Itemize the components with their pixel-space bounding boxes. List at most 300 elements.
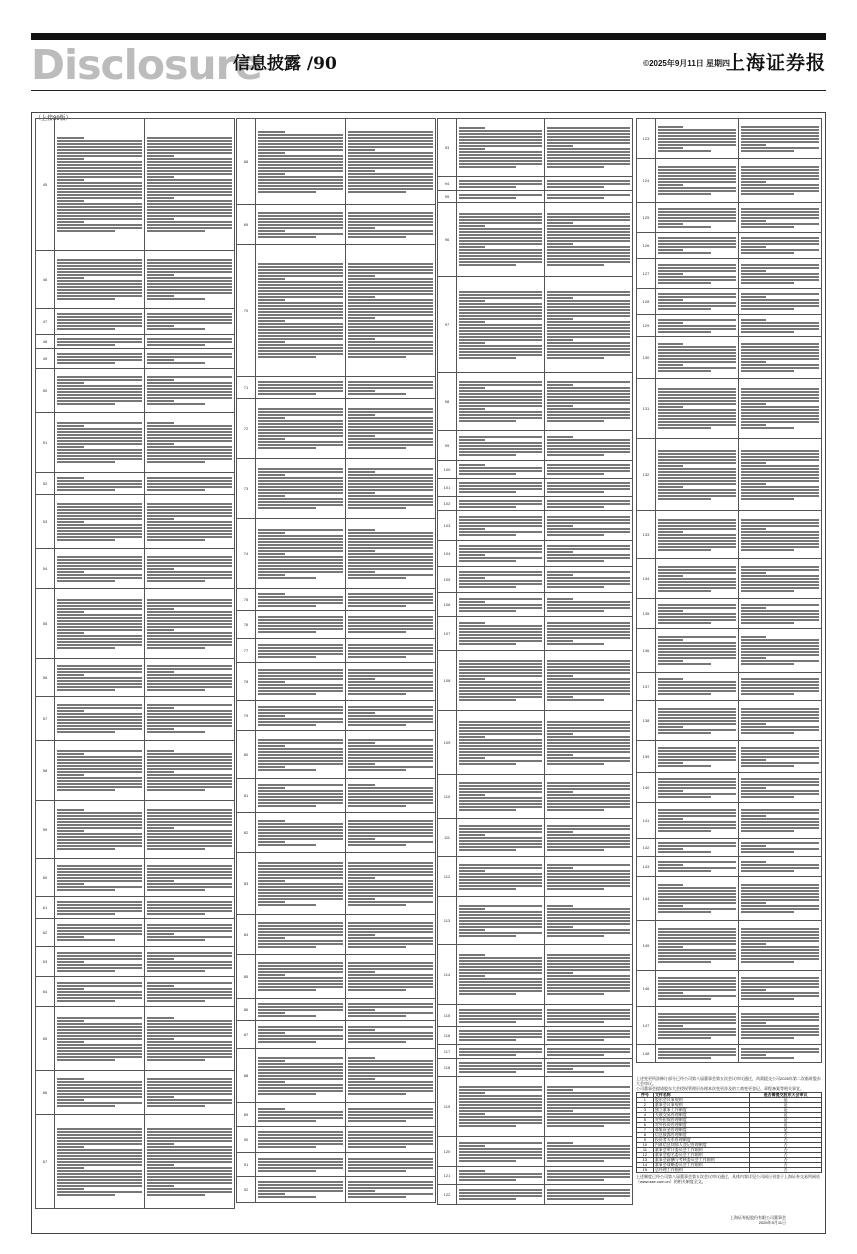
revised-clause-cell (545, 479, 633, 497)
text-line (658, 861, 736, 863)
text-line (348, 134, 433, 136)
text-line (658, 129, 736, 131)
row-number: 90 (237, 1127, 256, 1153)
table-row (36, 897, 235, 919)
text-line (348, 179, 433, 181)
row-number: 67 (36, 1115, 55, 1209)
row-number: 64 (36, 977, 55, 1007)
table-cell: 是 (750, 1118, 822, 1123)
text-line (741, 540, 819, 542)
text-line (147, 827, 174, 829)
text-line (658, 636, 736, 638)
text-line (348, 191, 406, 193)
text-line (459, 908, 485, 910)
text-line (547, 604, 630, 606)
text-line (547, 745, 630, 747)
text-line (258, 417, 285, 419)
text-line (348, 757, 433, 759)
table-row (438, 373, 633, 431)
text-line (348, 562, 433, 564)
text-line (658, 980, 736, 982)
text-line (459, 660, 542, 662)
text-line (658, 1028, 736, 1030)
original-clause-cell (457, 511, 545, 541)
text-line (147, 933, 174, 935)
text-line (147, 376, 232, 378)
text-line (348, 278, 433, 280)
text-line (459, 180, 542, 182)
text-line (459, 935, 516, 937)
row-number: 52 (36, 473, 55, 495)
text-line (147, 1140, 232, 1142)
text-line (57, 910, 142, 912)
text-line (459, 309, 542, 311)
original-clause-cell (457, 617, 545, 651)
text-line (459, 136, 542, 138)
text-line (741, 273, 819, 275)
text-line (258, 1035, 343, 1037)
original-clause-cell (457, 1185, 545, 1205)
text-line (348, 672, 433, 674)
text-line (147, 1194, 205, 1196)
text-line (57, 341, 142, 343)
text-line (57, 149, 142, 151)
text-line (547, 560, 604, 562)
text-line (658, 648, 736, 650)
text-line (258, 161, 343, 163)
text-line (658, 911, 711, 913)
text-line (348, 347, 433, 349)
text-line (57, 924, 142, 926)
text-line (547, 454, 604, 456)
text-line (459, 923, 542, 925)
text-line (658, 723, 736, 725)
text-line (348, 155, 433, 157)
text-line (258, 483, 343, 485)
text-line (147, 1164, 174, 1166)
text-line (147, 277, 232, 279)
text-line (258, 1057, 343, 1059)
text-line (258, 390, 343, 392)
text-line (741, 421, 819, 423)
text-line (658, 765, 711, 767)
text-line (658, 166, 736, 168)
text-line (348, 745, 433, 747)
text-line (547, 255, 630, 257)
original-clause-cell (457, 1137, 545, 1167)
text-line (547, 583, 630, 585)
text-line (547, 843, 630, 845)
text-line (348, 965, 433, 967)
text-line (57, 1102, 142, 1104)
text-line (57, 608, 142, 610)
text-line (258, 721, 343, 723)
text-line (459, 843, 542, 845)
text-line (459, 663, 542, 665)
text-line (258, 986, 343, 988)
text-line (258, 706, 343, 708)
text-line (741, 572, 766, 574)
text-line (57, 452, 142, 454)
text-line (658, 812, 736, 814)
text-line (57, 1170, 142, 1172)
text-line (348, 477, 433, 479)
text-line (741, 867, 819, 869)
text-line (658, 796, 711, 798)
text-line (348, 158, 433, 160)
text-line (348, 983, 433, 985)
text-line (57, 325, 142, 327)
text-line (147, 1158, 232, 1160)
text-line (258, 596, 343, 598)
text-line (258, 922, 343, 924)
text-line (258, 877, 343, 879)
text-line (459, 622, 485, 624)
text-line (658, 293, 736, 295)
text-line (459, 454, 516, 456)
original-clause-cell (55, 1007, 145, 1071)
row-number: 102 (438, 497, 457, 511)
text-line (741, 690, 819, 692)
text-line (547, 1113, 630, 1115)
revised-clause-cell (739, 337, 822, 379)
text-line (57, 1137, 142, 1139)
text-line (459, 690, 542, 692)
text-line (348, 233, 433, 235)
text-line (258, 1075, 343, 1077)
text-line (459, 721, 542, 723)
text-line (459, 321, 485, 323)
text-line (57, 614, 142, 616)
text-line (147, 388, 232, 390)
text-line (547, 763, 604, 765)
text-line (147, 533, 232, 535)
text-line (57, 1167, 84, 1169)
text-line (459, 436, 542, 438)
text-line (459, 387, 485, 389)
original-clause-cell (256, 459, 346, 519)
row-number: 126 (637, 233, 656, 259)
text-line (741, 781, 819, 783)
text-line (459, 975, 485, 977)
text-line (741, 144, 766, 146)
text-line (57, 1176, 142, 1178)
text-line (348, 974, 433, 976)
table-row (438, 479, 633, 497)
text-line (741, 784, 819, 786)
text-line (658, 762, 683, 764)
text-line (658, 899, 736, 901)
text-line (547, 911, 630, 913)
comparison-table (437, 118, 633, 1205)
table-row (637, 1007, 822, 1045)
table-cell: 对外担保管理制度 (653, 1118, 749, 1123)
text-line (459, 249, 542, 251)
text-line (348, 314, 433, 316)
revised-clause-cell (739, 921, 822, 971)
text-line (348, 574, 433, 576)
revised-clause-cell (145, 859, 235, 897)
text-line (147, 927, 232, 929)
text-line (147, 936, 232, 938)
row-number: 145 (637, 921, 656, 971)
text-line (459, 488, 542, 490)
text-line (258, 1120, 316, 1122)
text-line (147, 509, 232, 511)
text-line (741, 584, 819, 586)
row-number: 106 (438, 593, 457, 617)
text-line (147, 1078, 232, 1080)
text-line (348, 877, 375, 879)
table-row (237, 955, 436, 999)
table-row (36, 251, 235, 309)
text-line (658, 223, 683, 225)
text-line (147, 289, 232, 291)
text-line (459, 754, 542, 756)
revised-clause-cell (145, 947, 235, 977)
text-line (658, 302, 736, 304)
text-line (57, 1173, 142, 1175)
text-line (547, 294, 630, 296)
text-line (658, 208, 736, 210)
text-line (459, 1054, 516, 1056)
table-cell: 董事会提名委员会工作细则 (653, 1153, 749, 1158)
text-line (147, 328, 205, 330)
text-line (57, 1078, 84, 1080)
text-line (459, 782, 542, 784)
original-clause-cell (55, 349, 145, 369)
text-line (741, 687, 819, 689)
text-line (258, 690, 343, 692)
text-line (147, 719, 232, 721)
text-line (258, 748, 343, 750)
text-line (459, 330, 542, 332)
text-line (547, 1092, 630, 1094)
text-line (658, 486, 683, 488)
text-line (258, 1072, 343, 1074)
text-line (348, 718, 433, 720)
text-line (258, 532, 285, 534)
text-line (147, 824, 232, 826)
text-line (348, 784, 375, 786)
text-line (147, 880, 174, 882)
text-line (547, 157, 630, 159)
text-line (57, 889, 115, 891)
text-line (258, 553, 285, 555)
text-line (348, 541, 433, 543)
text-line (459, 390, 542, 392)
text-line (258, 826, 343, 828)
original-clause-cell (457, 651, 545, 711)
text-line (147, 191, 232, 193)
text-line (57, 527, 142, 529)
text-line (459, 1021, 516, 1023)
text-line (147, 830, 232, 832)
text-line (57, 939, 115, 941)
text-line (348, 417, 433, 419)
text-line (348, 742, 375, 744)
text-line (348, 299, 433, 301)
text-line (741, 818, 819, 820)
text-line (741, 642, 819, 644)
text-line (348, 931, 433, 933)
text-line (741, 1016, 819, 1018)
text-line (258, 212, 343, 214)
revised-clause-cell (739, 971, 822, 1007)
text-line (57, 353, 142, 355)
text-line (348, 173, 433, 175)
text-line (741, 711, 819, 713)
text-line (658, 480, 736, 482)
text-line (547, 160, 630, 162)
text-line (547, 622, 630, 624)
text-line (741, 708, 819, 710)
original-clause-cell (256, 639, 346, 663)
text-line (147, 865, 232, 867)
text-line (147, 1173, 232, 1175)
text-line (459, 926, 542, 928)
text-line (459, 693, 542, 695)
text-line (258, 1060, 285, 1062)
row-number: 60 (36, 859, 55, 897)
text-line (459, 984, 542, 986)
original-clause-cell (457, 177, 545, 191)
text-line (459, 1176, 542, 1178)
revised-clause-cell (145, 251, 235, 309)
text-line (741, 590, 794, 592)
revised-clause-cell (545, 617, 633, 651)
revised-clause-cell (545, 119, 633, 177)
text-line (348, 937, 433, 939)
table-row (637, 773, 822, 803)
text-line (547, 551, 573, 553)
text-line (258, 757, 343, 759)
text-line (658, 246, 736, 248)
text-line (741, 1019, 819, 1021)
table-row (36, 349, 235, 369)
table-row (36, 119, 235, 251)
rules-table-row (637, 1168, 822, 1173)
text-line (258, 480, 343, 482)
text-line (348, 1164, 433, 1166)
text-line (741, 827, 819, 829)
text-line (348, 943, 433, 945)
text-line (658, 992, 683, 994)
text-line (459, 183, 542, 185)
text-line (741, 864, 819, 866)
text-line (547, 216, 630, 218)
text-line (57, 221, 84, 223)
text-line (147, 1185, 174, 1187)
text-line (741, 983, 819, 985)
text-line (147, 206, 232, 208)
text-line (658, 681, 736, 683)
text-line (57, 164, 142, 166)
text-line (658, 890, 736, 892)
text-line (547, 1157, 630, 1159)
text-line (658, 237, 736, 239)
text-line (547, 628, 630, 630)
revised-clause-cell (346, 701, 436, 731)
text-line (348, 1161, 433, 1163)
revised-clause-cell (145, 589, 235, 659)
table-row (637, 379, 822, 439)
text-line (258, 1164, 343, 1166)
original-clause-cell (457, 203, 545, 277)
text-line (547, 166, 604, 168)
text-line (547, 405, 573, 407)
text-line (57, 565, 142, 567)
text-line (459, 724, 542, 726)
text-line (348, 841, 433, 843)
text-line (741, 346, 819, 348)
revised-clause-cell (346, 399, 436, 459)
revised-clause-cell (145, 1115, 235, 1209)
row-number: 75 (237, 589, 256, 611)
text-line (459, 1062, 542, 1064)
text-line (658, 827, 736, 829)
text-line (741, 1048, 819, 1050)
text-line (459, 929, 485, 931)
text-line (147, 431, 232, 433)
table-cell: 投资者关系管理制度 (653, 1138, 749, 1143)
text-line (741, 693, 794, 695)
text-line (741, 465, 819, 467)
text-line (459, 333, 542, 335)
text-line (547, 194, 630, 196)
text-line (741, 821, 819, 823)
text-line (658, 952, 736, 954)
text-line (258, 577, 316, 579)
original-clause-cell (656, 1045, 739, 1063)
text-line (258, 1032, 285, 1034)
text-line (258, 1069, 343, 1071)
text-line (258, 1093, 316, 1095)
original-clause-cell (256, 245, 346, 377)
text-line (459, 809, 516, 811)
text-line (57, 824, 142, 826)
row-number: 118 (438, 1059, 457, 1077)
text-line (741, 908, 819, 910)
text-line (547, 1160, 604, 1162)
text-line (658, 217, 736, 219)
text-line (258, 838, 343, 840)
text-line (658, 193, 711, 195)
text-line (147, 1023, 232, 1025)
text-line (57, 641, 142, 643)
text-line (258, 414, 343, 416)
text-line (658, 824, 736, 826)
text-line (547, 882, 630, 884)
text-line (348, 293, 433, 295)
text-line (147, 152, 232, 154)
text-line (57, 483, 142, 485)
text-line (348, 898, 375, 900)
text-line (658, 729, 736, 731)
text-line (147, 437, 232, 439)
text-line (741, 367, 819, 369)
text-line (348, 296, 375, 298)
text-line (57, 874, 142, 876)
text-line (147, 397, 232, 399)
text-line (57, 227, 142, 229)
text-line (57, 1185, 142, 1187)
table-row (237, 1177, 436, 1203)
text-line (658, 138, 736, 140)
rules-table (636, 1092, 822, 1173)
text-line (547, 926, 573, 928)
text-line (459, 345, 542, 347)
